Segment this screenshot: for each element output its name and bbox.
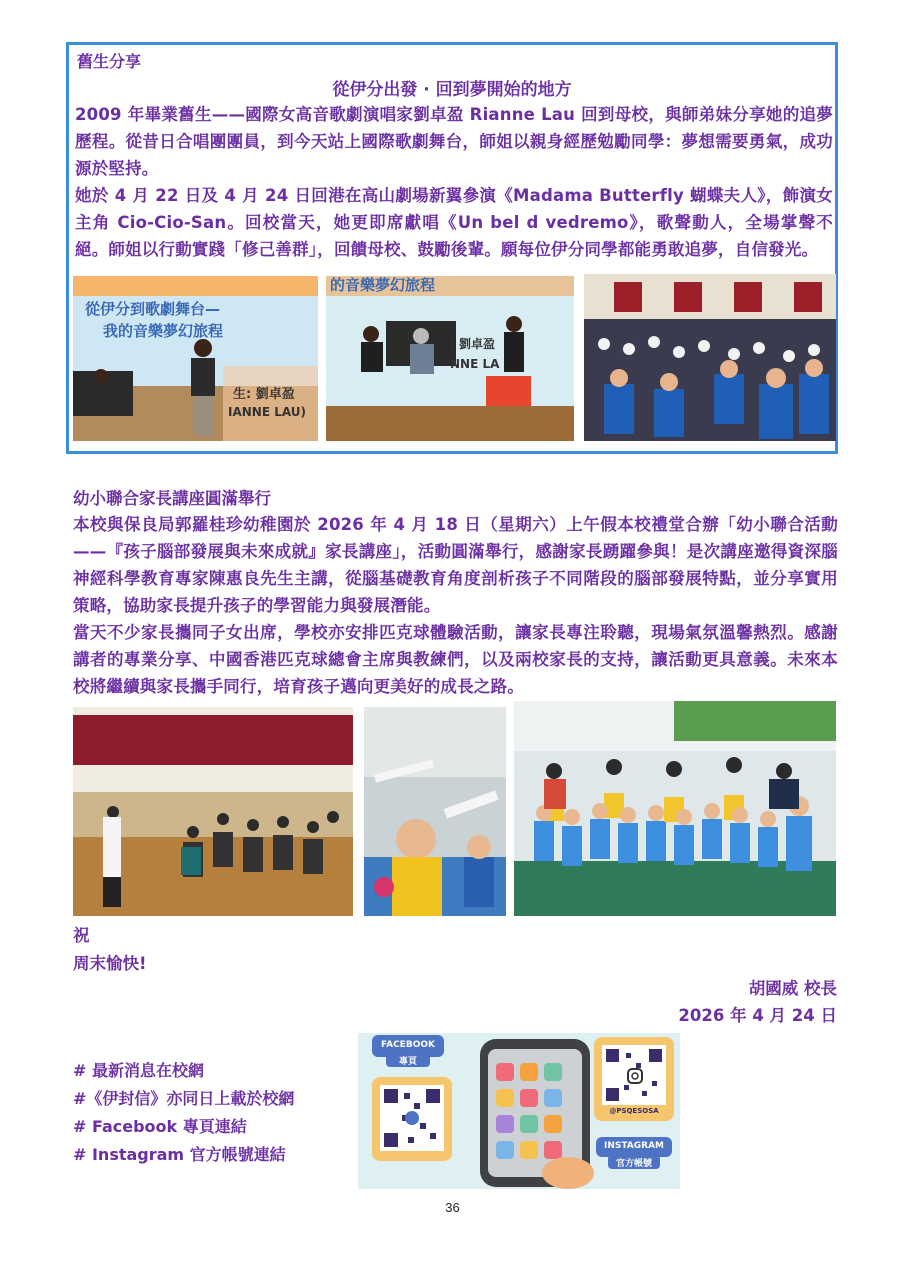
alumni-paragraph-1: 2009 年畢業舊生——國際女高音歌劇演唱家劉卓盈 Rianne Lau 回到母校，與師弟妹分享她的追夢歷程。從昔日合唱團團員，到今天站上國際歌劇舞台，師姐以親身經歷勉勵同學：夢想需要勇氣，成功源於堅持。 <box>75 105 833 178</box>
principal-signature: 胡國威 校長 <box>748 979 837 998</box>
instagram-sublabel: 官方帳號 <box>615 1159 652 1169</box>
closing-wish: 周末愉快! <box>73 954 147 973</box>
seminar-heading: 幼小聯合家長講座圓滿舉行 <box>73 489 271 508</box>
photo1-banner-en: IANNE LAU) <box>228 405 307 419</box>
alumni-heading: 舊生分享 <box>77 52 142 71</box>
instagram-handle: @PSQESOSA <box>609 1107 659 1115</box>
page-number: 36 <box>445 1200 460 1215</box>
social-qr-graphic <box>358 1033 680 1189</box>
seminar-photo-pickleball <box>364 707 506 916</box>
link-facebook[interactable]: # Facebook 專頁連結 <box>73 1117 247 1136</box>
photo2-banner-name: : 劉卓盈 <box>450 337 495 351</box>
links-list <box>73 1057 294 1169</box>
seminar-photo-hall <box>73 707 353 916</box>
photo1-banner-name: 生: 劉卓盈 <box>233 387 295 402</box>
closing-greeting: 祝 <box>73 926 90 945</box>
facebook-label: FACEBOOK <box>381 1040 435 1050</box>
seminar-photo-group <box>514 701 836 916</box>
seminar-paragraph-1: 本校與保良局郭羅桂珍幼稚園於 2026 年 4 月 18 日（星期六）上午假本校禮堂合辦「幼小聯合活動——『孩子腦部發展與未來成就』家長講座」，活動圓滿舉行，感謝家長踴躍參與！是次講座邀得資深腦神經科學教育專家陳惠良先生主講，從腦基礎教育角度剖析孩子不同階段的腦部發展特點，並分享實用策略，協助家長提升孩子的學習能力與發展潛能。 <box>73 515 838 615</box>
photo1-banner-line1: 從伊分到歌劇舞台— <box>85 300 221 318</box>
alumni-photo-interview <box>326 276 574 441</box>
photo2-banner-en: NNE LA <box>450 357 500 371</box>
alumni-photo-singer <box>73 276 318 441</box>
photo2-banner: 的音樂夢幻旅程 <box>330 276 436 294</box>
letter-date: 2026 年 4 月 24 日 <box>678 1006 837 1025</box>
alumni-subtitle: 從伊分出發 · 回到夢開始的地方 <box>332 80 572 100</box>
alumni-paragraph-2: 她於 4 月 22 日及 4 月 24 日回港在高山劇場新翼參演《Madama Butterfly 蝴蝶夫人》，飾演女主角 Cio-Cio-San。回校當天，她更即席獻唱《Un bel d vedremo》，歌聲動人，全場掌聲不絕。師姐以行動實踐「修己善群」，回饋母校、鼓勵後輩。願每位伊分同學都能勇敢追夢，自信發光。 <box>75 186 833 259</box>
link-instagram[interactable]: # Instagram 官方帳號連結 <box>73 1145 286 1164</box>
instagram-label: INSTAGRAM <box>603 1141 664 1151</box>
link-school-news[interactable]: # 最新消息在校網 <box>73 1061 204 1080</box>
facebook-sublabel: 專頁 <box>398 1057 417 1067</box>
seminar-paragraph-2: 當天不少家長攜同子女出席，學校亦安排匹克球體驗活動，讓家長專注聆聽，現場氣氛溫馨熱烈。感謝講者的專業分享、中國香港匹克球總會主席與教練們，以及兩校家長的支持，讓活動更具意義。未來本校將繼續與家長攜手同行，培育孩子邁向更美好的成長之路。 <box>73 623 838 696</box>
photo1-banner-line2: 我的音樂夢幻旅程 <box>103 322 224 340</box>
link-newsletter[interactable]: #《伊封信》亦同日上載於校網 <box>73 1089 295 1108</box>
alumni-photo-audience <box>584 274 836 441</box>
